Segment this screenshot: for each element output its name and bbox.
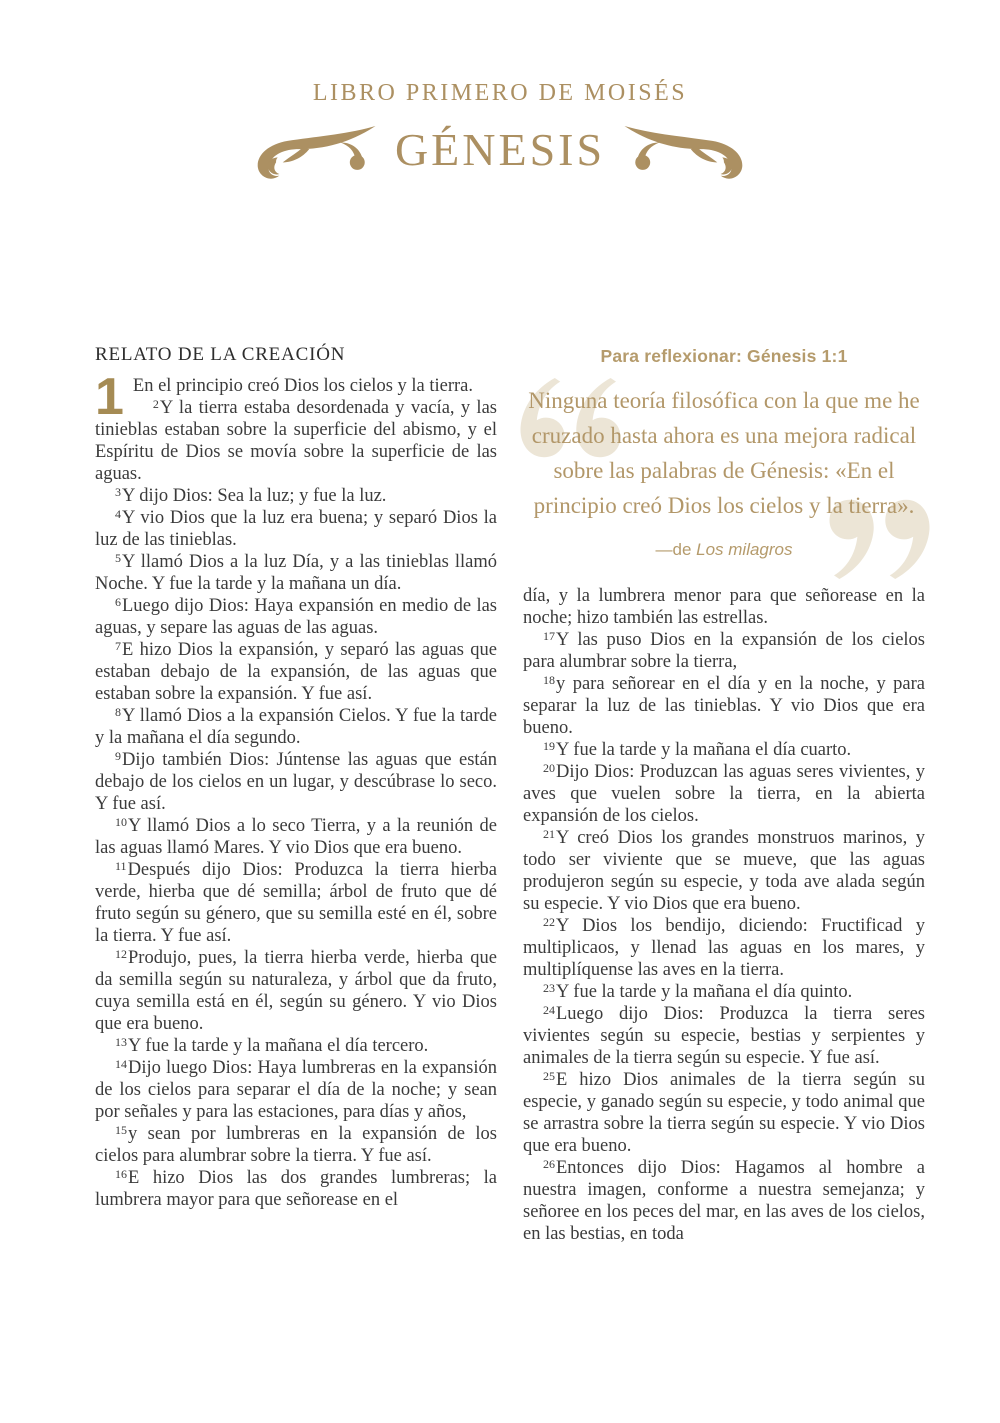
verse-20: $^{20}$Dijo Dios: Produzcan las aguas seres vivientes, y aves que vuelen sobre la tierra, en la abierta expansión de los cielos.	[523, 761, 925, 826]
verse-24: $^{24}$Luego dijo Dios: Produzca la tierra seres vivientes según su especie, bestias y serpientes y animales de la tierra según su especie. Y fue así.	[523, 1003, 925, 1068]
verse-25: $^{25}$E hizo Dios animales de la tierra según su especie, y ganado según su especie, y todo animal que se arrastra sobre la tierra según su especie. Y vio Dios que era bueno.	[523, 1069, 925, 1156]
verse-number: 3	[115, 485, 121, 499]
verse-number: 19	[543, 739, 555, 753]
verse-8: $^8$Y llamó Dios a la expansión Cielos. Y fue la tarde y la mañana el día segundo.	[95, 705, 497, 748]
verse-10: $^{10}$Y llamó Dios a lo seco Tierra, y a la reunión de las aguas llamó Mares. Y vio Dios que era bueno.	[95, 815, 497, 858]
verse-14: $^{14}$Dijo luego Dios: Haya lumbreras en la expansión de los cielos para separar el día de la noche; y sean por señales y para las estaciones, para días y años,	[95, 1057, 497, 1122]
verse-number: 12	[115, 947, 127, 961]
verse-number: 2	[152, 397, 159, 411]
verse-16-continuation: día, y la lumbrera menor para que señorease en la noche; hizo también las estrellas.	[523, 586, 925, 628]
verse-18: $^{18}$y para señorear en el día y en la noche, y para separar la luz de las tinieblas. Y vio Dios que era bueno.	[523, 673, 925, 738]
verse-number: 21	[543, 827, 555, 841]
verse-number: 25	[543, 1069, 555, 1083]
verse-number: 23	[543, 981, 555, 995]
verse-number: 5	[115, 551, 121, 565]
chapter-opening-text: En el principio creó Dios los cielos y la tierra.	[132, 376, 474, 396]
attribution-source: Los milagros	[696, 540, 793, 559]
verse-7: $^7$E hizo Dios la expansión, y separó las aguas que estaban debajo de la expansión, de las aguas que estaban sobre la expansión. Y fue así.	[95, 639, 497, 704]
right-column	[523, 344, 925, 1245]
verse-19: $^{19}$Y fue la tarde y la mañana el día cuarto.	[543, 739, 852, 760]
chapter-opening	[95, 368, 497, 426]
verse-number: 4	[115, 507, 121, 521]
verse-number: 20	[543, 761, 555, 775]
book-label: LIBRO PRIMERO DE MOISÉS	[312, 80, 688, 106]
verse-15: $^{15}$y sean por lumbreras en la expansión de los cielos para alumbrar sobre la tierra. Y fue así.	[95, 1123, 497, 1166]
reflection-box	[523, 346, 925, 561]
verse-number: 16	[115, 1167, 127, 1181]
flourish-right-icon	[615, 121, 750, 179]
verse-26: $^{26}$Entonces dijo Dios: Hagamos al hombre a nuestra imagen, conforme a nuestra semejanza; y señoree en los peces del mar, en las aves de los cielos, en las bestias, en toda	[523, 1157, 925, 1244]
right-verses	[523, 629, 925, 1245]
verse-22: $^{22}$Y Dios los bendijo, diciendo: Fructificad y multiplicaos, y llenad las aguas en los mares, y multiplíquense las aves en la tierra.	[523, 915, 925, 980]
verse-number: 22	[543, 915, 555, 929]
verse-17: $^{17}$Y las puso Dios en la expansión de los cielos para alumbrar sobre la tierra,	[523, 629, 925, 672]
reflection-heading: Para reflexionar: Génesis 1:1	[600, 346, 848, 366]
verse-9: $^9$Dijo también Dios: Júntense las aguas que están debajo de los cielos en un lugar, y descúbrase lo seco. Y fue así.	[95, 749, 497, 814]
verse-number: 26	[543, 1157, 555, 1171]
chapter-number-drop-cap: 1	[95, 368, 124, 426]
verse-number: 24	[543, 1003, 555, 1017]
attribution-prefix: —de	[655, 540, 697, 559]
section-heading: RELATO DE LA CREACIÓN	[95, 344, 346, 365]
verse-3: $^3$Y dijo Dios: Sea la luz; y fue la luz.	[115, 485, 387, 506]
verse-2: $^2$Y la tierra estaba desordenada y vacía, y las tinieblas estaban sobre la superficie del abismo, y el Espíritu de Dios se movía sobre la superficie de las aguas.	[95, 397, 497, 484]
left-verses	[95, 397, 497, 1211]
verse-number: 11	[115, 859, 127, 873]
flourish-left-icon	[250, 121, 385, 179]
verse-number: 8	[115, 705, 121, 719]
book-title-row	[0, 121, 1000, 179]
verse-5: $^5$Y llamó Dios a la luz Día, y a las tinieblas llamó Noche. Y fue la tarde y la mañana un día.	[95, 551, 497, 594]
verse-21: $^{21}$Y creó Dios los grandes monstruos marinos, y todo ser viviente que se mueve, que las aguas produjeron según su especie, y toda ave alada según su especie. Y vio Dios que era bueno.	[523, 827, 925, 914]
verse-number: 18	[543, 673, 555, 687]
scripture-columns	[95, 344, 925, 1245]
verse-13: $^{13}$Y fue la tarde y la mañana el día tercero.	[115, 1035, 429, 1056]
verse-number: 10	[115, 815, 127, 829]
verse-number: 13	[115, 1035, 127, 1049]
verse-number: 7	[115, 639, 121, 653]
verse-4: $^4$Y vio Dios que la luz era buena; y separó Dios la luz de las tinieblas.	[95, 507, 497, 550]
left-column	[95, 344, 497, 1245]
verse-16: $^{16}$E hizo Dios las dos grandes lumbreras; la lumbrera mayor para que señorease en el	[95, 1167, 497, 1210]
verse-11: $^{11}$Después dijo Dios: Produzca la tierra hierba verde, hierba que dé semilla; árbol de fruto que dé fruto según su género, que su semilla esté en él, sobre la tierra. Y fue así.	[95, 859, 497, 946]
book-title: GÉNESIS	[394, 124, 606, 175]
verse-number: 6	[115, 595, 121, 609]
verse-number: 9	[115, 749, 121, 763]
verse-23: $^{23}$Y fue la tarde y la mañana el día quinto.	[543, 981, 853, 1002]
book-header	[0, 80, 1000, 179]
verse-number: 14	[115, 1057, 127, 1071]
verse-number: 17	[543, 629, 555, 643]
verse-6: $^6$Luego dijo Dios: Haya expansión en medio de las aguas, y separe las aguas de las aguas.	[95, 595, 497, 638]
verse-12: $^{12}$Produjo, pues, la tierra hierba verde, hierba que da semilla según su naturaleza, y árbol que da fruto, cuya semilla está en él, según su género. Y vio Dios que era bueno.	[95, 947, 497, 1034]
reflection-attribution	[523, 539, 925, 561]
reflection-quote: Ninguna teoría filosófica con la que me he cruzado hasta ahora es una mejora radical sobre las palabras de Génesis: «En el principio creó Dios los cielos y la tierra».	[528, 388, 920, 518]
verse-number: 15	[115, 1123, 127, 1137]
